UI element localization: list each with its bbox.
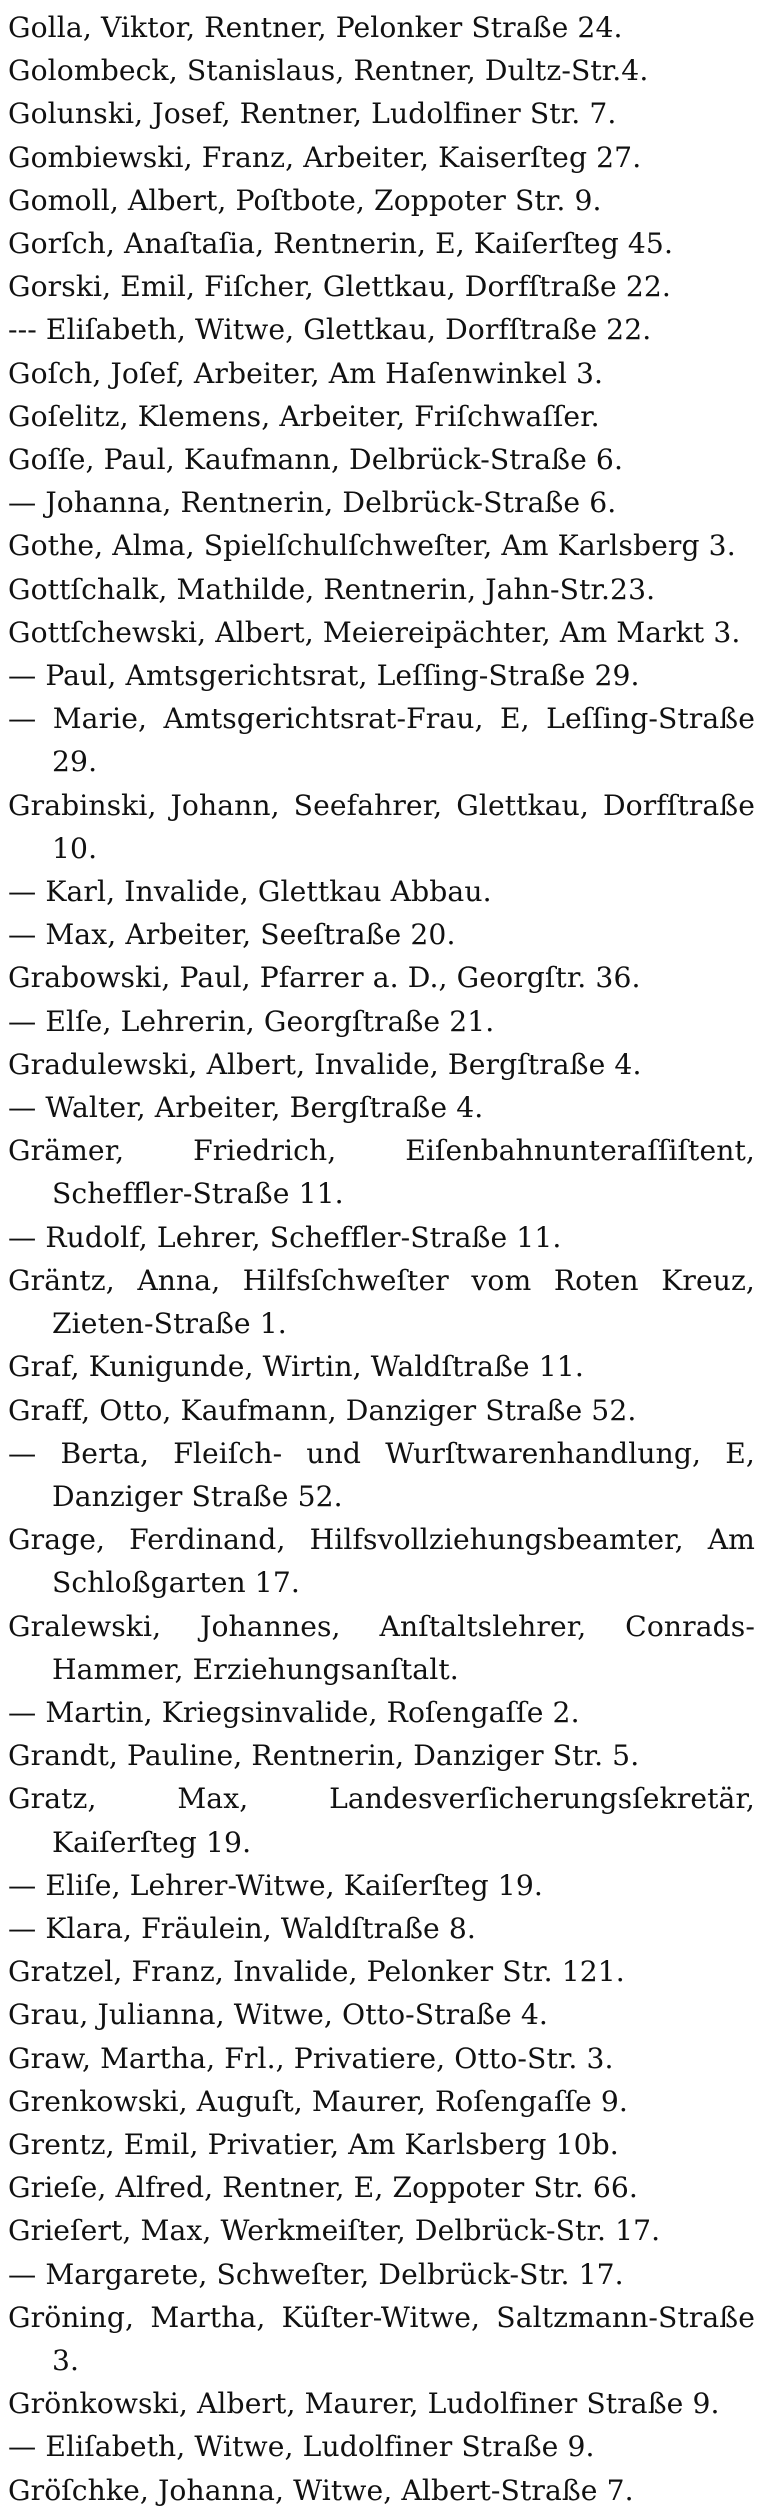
directory-entry: Gomoll, Albert, Poſtbote, Zoppoter Str. 9. [8,183,602,217]
directory-entry: — Karl, Invalide, Glettkau Abbau. [8,875,492,909]
directory-entry: — Eliſabeth, Witwe, Ludolfiner Straße 9. [8,2430,595,2464]
directory-entry: --- Eliſabeth, Witwe, Glettkau, Dorfſtraße 22. [8,313,652,347]
directory-entry: — Max, Arbeiter, Seeſtraße 20. [8,918,456,952]
directory-entry: Gorſch, Anaſtaſia, Rentnerin, E, Kaiſerſteg 45. [8,227,674,261]
directory-entry: Goſch, Joſef, Arbeiter, Am Haſenwinkel 3. [8,356,604,390]
directory-entry: Golunski, Josef, Rentner, Ludolfiner Str. 7. [8,97,617,131]
directory-entry: — Johanna, Rentnerin, Delbrück-Straße 6. [8,486,617,520]
directory-entry: Golombeck, Stanislaus, Rentner, Dultz-Str.4. [8,54,649,88]
directory-entry: — Marie, Amtsgerichtsrat-Frau, E, Leſſing-Straße 29. [8,702,755,779]
directory-entry: Goſſe, Paul, Kaufmann, Delbrück-Straße 6. [8,443,624,477]
directory-entry: Grieſert, Max, Werkmeiſter, Delbrück-Str. 17. [8,2214,661,2248]
directory-entry: Grau, Julianna, Witwe, Otto-Straße 4. [8,1998,548,2032]
directory-entry: — Martin, Kriegsinvalide, Roſengaſſe 2. [8,1695,580,1729]
directory-entry: Gräntz, Anna, Hilfsſchweſter vom Roten Kreuz, Zieten-Straße 1. [8,1263,755,1341]
directory-entry: Grämer, Friedrich, Eiſenbahnunteraſſiſtent, Scheffler-Straße 11. [8,1134,755,1211]
directory-entry: Grönkowski, Albert, Maurer, Ludolfiner Straße 9. [8,2387,720,2421]
directory-entry: — Paul, Amtsgerichtsrat, Leſſing-Straße 29. [8,659,640,693]
directory-entry: Grage, Ferdinand, Hilfsvollziehungsbeamter, Am Schloßgarten 17. [8,1523,755,1600]
directory-entry: Goſelitz, Klemens, Arbeiter, Friſchwaſſer. [8,399,600,433]
directory-entry: Gralewski, Johannes, Anſtaltslehrer, Conrads-Hammer, Erziehungsanſtalt. [8,1609,755,1686]
directory-entry: Gottſchalk, Mathilde, Rentnerin, Jahn-Str.23. [8,572,656,606]
directory-entry: Grabinski, Johann, Seefahrer, Glettkau, Dorfſtraße 10. [8,788,755,865]
directory-entry: Gothe, Alma, Spielſchulſchweſter, Am Karlsberg 3. [8,529,736,563]
directory-entry: — Walter, Arbeiter, Bergſtraße 4. [8,1091,484,1125]
directory-entry: — Elſe, Lehrerin, Georgſtraße 21. [8,1004,495,1038]
directory-entry: Grentz, Emil, Privatier, Am Karlsberg 10b. [8,2127,619,2161]
directory-entry: Gröning, Martha, Küſter-Witwe, Saltzmann-Straße 3. [8,2300,755,2377]
directory-entry: — Berta, Fleiſch- und Wurſtwarenhandlung, E, Danziger Straße 52. [8,1436,755,1513]
directory-entry: Gratzel, Franz, Invalide, Pelonker Str. 121. [8,1955,625,1989]
directory-entry: Gombiewski, Franz, Arbeiter, Kaiserſteg 27. [8,140,642,174]
directory-entry: Graw, Martha, Frl., Privatiere, Otto-Str. 3. [8,2041,614,2075]
directory-entry: Grieſe, Alfred, Rentner, E, Zoppoter Str. 66. [8,2171,638,2205]
directory-entry: — Eliſe, Lehrer-Witwe, Kaiſerſteg 19. [8,1868,543,1902]
directory-entry: Gröſchke, Johanna, Witwe, Albert-Straße 7. [8,2473,634,2507]
directory-entry: Graff, Otto, Kaufmann, Danziger Straße 52. [8,1393,637,1427]
directory-entry: — Margarete, Schweſter, Delbrück-Str. 17. [8,2257,624,2291]
directory-entry: Golla, Viktor, Rentner, Pelonker Straße 24. [8,11,623,44]
directory-entry: Gradulewski, Albert, Invalide, Bergſtraße 4. [8,1047,642,1081]
directory-entry: Gottſchewski, Albert, Meiereipächter, Am Markt 3. [8,615,741,649]
directory-entry: Grabowski, Paul, Pfarrer a. D., Georgſtr. 36. [8,961,641,995]
directory-entry: — Klara, Fräulein, Waldſtraße 8. [8,1911,476,1945]
directory-entry: Gorski, Emil, Fiſcher, Glettkau, Dorfſtraße 22. [8,270,671,304]
directory-entry: Grandt, Pauline, Rentnerin, Danziger Str. 5. [8,1739,640,1773]
directory-entry: Gratz, Max, Landesverſicherungsſekretär, Kaiſerſteg 19. [8,1782,755,1859]
directory-entry: — Rudolf, Lehrer, Scheffler-Straße 11. [8,1220,562,1254]
directory-entry: Graf, Kunigunde, Wirtin, Waldſtraße 11. [8,1350,584,1384]
directory-entry: Grenkowski, Auguſt, Maurer, Roſengaſſe 9. [8,2084,628,2118]
